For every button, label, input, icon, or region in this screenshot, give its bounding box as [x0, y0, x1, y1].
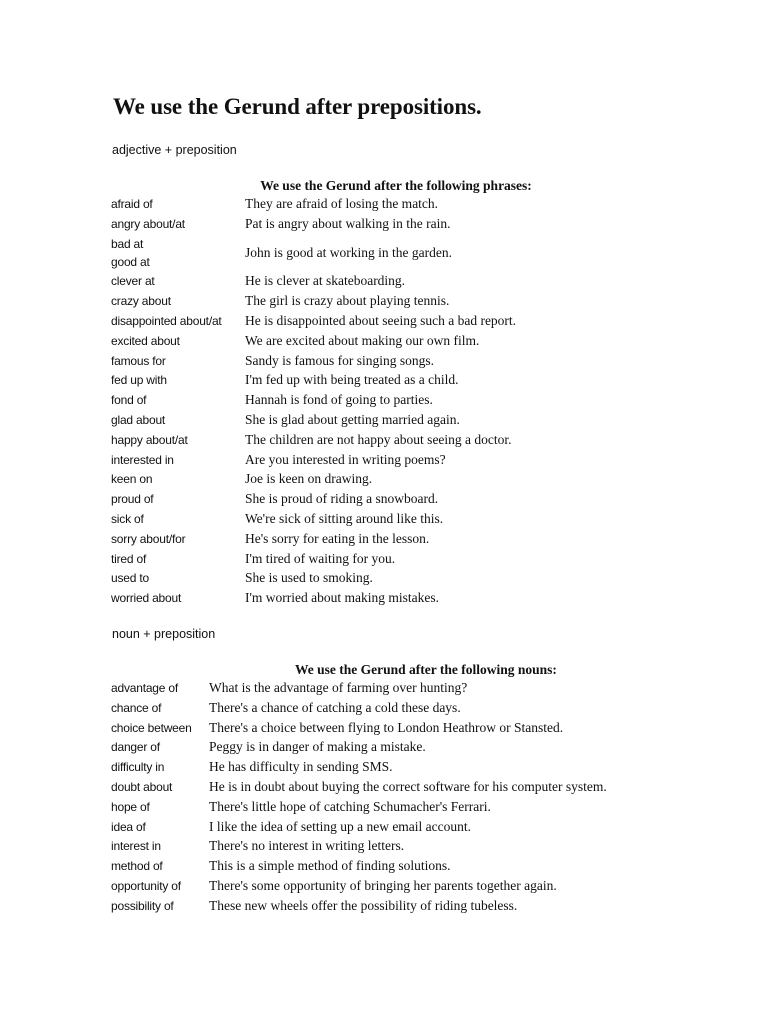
phrase-cell: proud of [111, 492, 154, 507]
phrase-cell: excited about [111, 333, 180, 348]
section-label-noun: noun + preposition [112, 627, 216, 642]
phrase-cell: chance of [111, 700, 162, 715]
table-row [111, 194, 516, 214]
table-row [111, 311, 516, 331]
example-cell: Pat is angry about walking in the rain. [245, 215, 451, 231]
phrase-text: good at [111, 254, 150, 269]
table-row [111, 489, 516, 509]
phrases-table [111, 194, 516, 608]
example-cell: They are afraid of losing the match. [245, 195, 439, 211]
phrase-cell: sorry about/for [111, 531, 186, 546]
example-cell: He is disappointed about seeing such a bad report. [245, 313, 517, 329]
phrase-cell: hope of [111, 799, 150, 814]
table-row [111, 817, 607, 837]
phrase-cell: angry about/at [111, 216, 185, 231]
table-row [111, 569, 516, 589]
phrase-cell: clever at [111, 274, 155, 289]
example-cell: We are excited about making our own film. [245, 332, 480, 348]
example-cell: He has difficulty in sending SMS. [209, 759, 393, 775]
example-cell: Are you interested in writing poems? [245, 451, 446, 467]
example-cell: Joe is keen on drawing. [245, 471, 373, 487]
example-cell: There's a choice between flying to London Heathrow or Stansted. [209, 719, 564, 735]
table-row [111, 214, 516, 234]
phrase-cell: glad about [111, 413, 166, 428]
table-row [111, 588, 516, 608]
table-row [111, 718, 607, 738]
example-cell: He is in doubt about buying the correct software for his computer system. [209, 779, 607, 795]
table-row [111, 331, 516, 351]
example-cell: I like the idea of setting up a new email account. [209, 818, 472, 834]
section-heading-nouns: We use the Gerund after the following nouns: [295, 662, 557, 678]
section-label-adjective: adjective + preposition [112, 143, 237, 157]
example-cell: We're sick of sitting around like this. [245, 511, 444, 527]
table-row [111, 856, 607, 876]
example-cell: She is used to smoking. [245, 570, 373, 586]
table-row [111, 777, 607, 797]
phrase-cell [111, 234, 245, 272]
example-cell: There's no interest in writing letters. [209, 838, 405, 854]
phrase-cell: interest in [111, 839, 161, 854]
example-cell: What is the advantage of farming over hunting? [209, 680, 468, 696]
phrase-cell: afraid of [111, 196, 153, 211]
example-cell: There's little hope of catching Schumacher's Ferrari. [209, 798, 491, 814]
table-row [111, 450, 516, 470]
example-cell: He's sorry for eating in the lesson. [245, 530, 430, 546]
table-row [111, 896, 607, 916]
table-row [111, 837, 607, 857]
page-title: We use the Gerund after prepositions. [113, 94, 482, 119]
phrase-cell: keen on [111, 472, 153, 487]
table-row [111, 757, 607, 777]
phrase-text: bad at [111, 236, 144, 251]
phrase-cell: disappointed about/at [111, 314, 222, 329]
table-row [111, 698, 607, 718]
phrase-cell: opportunity of [111, 879, 181, 893]
phrase-cell: worried about [111, 591, 182, 606]
example-cell: There's a chance of catching a cold these days. [209, 699, 461, 715]
nouns-table [111, 678, 607, 916]
table-row [111, 529, 516, 549]
example-cell: He is clever at skateboarding. [245, 273, 406, 289]
example-cell: There's some opportunity of bringing her parents together again. [209, 878, 557, 893]
phrase-cell: method of [111, 859, 163, 874]
example-cell: The girl is crazy about playing tennis. [245, 293, 450, 309]
phrase-cell: danger of [111, 740, 160, 755]
example-cell: John is good at working in the garden. [245, 244, 452, 260]
table-row [111, 876, 607, 896]
phrase-cell: happy about/at [111, 432, 188, 447]
phrase-cell: difficulty in [111, 760, 165, 775]
example-cell: Hannah is fond of going to parties. [245, 392, 433, 408]
table-row [111, 738, 607, 758]
example-cell: I'm fed up with being treated as a child. [245, 372, 459, 388]
example-cell: I'm worried about making mistakes. [245, 590, 440, 606]
example-cell: She is proud of riding a snowboard. [245, 491, 439, 507]
phrase-cell: advantage of [111, 681, 178, 696]
phrase-cell: used to [111, 571, 149, 586]
example-cell: I'm tired of waiting for you. [245, 550, 396, 566]
table-row [111, 234, 516, 272]
phrase-cell: tired of [111, 551, 147, 566]
phrase-cell: interested in [111, 452, 174, 467]
example-cell: This is a simple method of finding solutions. [209, 858, 451, 874]
phrase-cell: crazy about [111, 294, 171, 309]
phrase-cell: sick of [111, 512, 144, 527]
table-row [111, 351, 516, 371]
example-cell: Peggy is in danger of making a mistake. [209, 739, 426, 755]
table-row [111, 509, 516, 529]
table-row [111, 272, 516, 292]
example-cell: These new wheels offer the possibility of riding tubeless. [209, 897, 518, 913]
table-row [111, 410, 516, 430]
document-page [111, 92, 671, 916]
table-row [111, 549, 516, 569]
table-row [111, 390, 516, 410]
table-row [111, 797, 607, 817]
phrase-cell: fed up with [111, 373, 167, 388]
phrase-cell: possibility of [111, 898, 174, 913]
phrase-cell: idea of [111, 819, 146, 834]
example-cell: Sandy is famous for singing songs. [245, 352, 434, 368]
table-row [111, 291, 516, 311]
table-row [111, 430, 516, 450]
section-heading-phrases: We use the Gerund after the following phrases: [260, 178, 532, 193]
phrase-cell: doubt about [111, 780, 173, 795]
phrase-cell: choice between [111, 720, 192, 735]
table-row [111, 371, 516, 391]
example-cell: She is glad about getting married again. [245, 412, 460, 428]
table-row [111, 678, 607, 698]
phrase-cell: fond of [111, 393, 147, 408]
phrase-cell: famous for [111, 353, 166, 368]
table-row [111, 470, 516, 490]
example-cell: The children are not happy about seeing a doctor. [245, 431, 512, 447]
